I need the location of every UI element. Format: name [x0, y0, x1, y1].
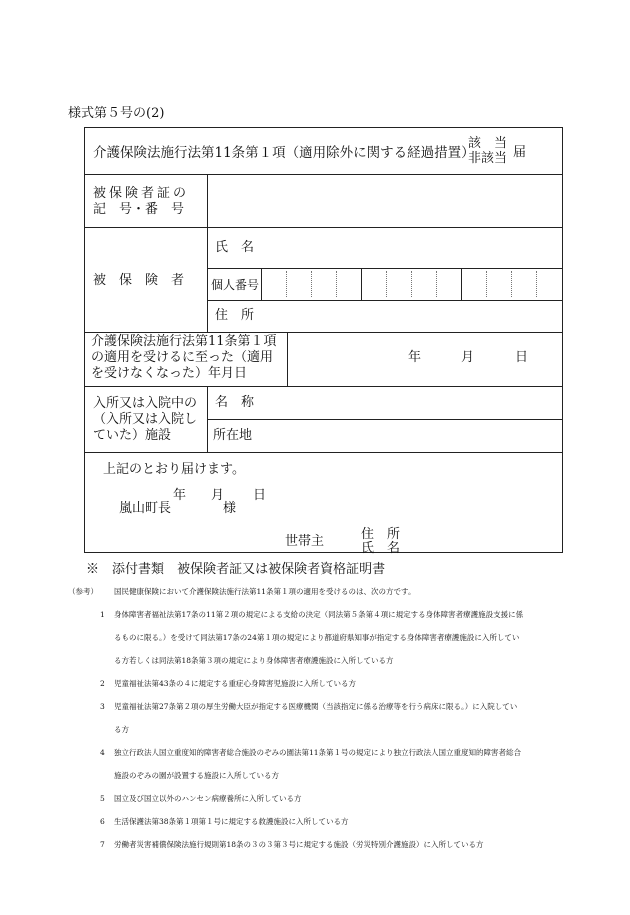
householder-label: 世帯主	[285, 534, 325, 549]
note-line: 施設のぞみの園が設置する施設に入所している方	[114, 771, 279, 780]
attachment-mark: ※	[86, 562, 100, 577]
date-day-label: 日	[515, 350, 529, 365]
row-divider	[85, 174, 562, 175]
note-number: 3	[100, 702, 105, 711]
reference-label: （参考）	[68, 587, 98, 596]
note-number: 4	[100, 748, 105, 757]
note-number: 6	[100, 817, 105, 826]
householder-address-label: 住 所	[361, 527, 401, 542]
name-label: 氏 名	[215, 240, 255, 255]
householder-name-label: 氏 名	[361, 541, 401, 556]
facility-label: 入所又は入院中の	[93, 396, 198, 411]
attachment-label: 添付書類	[112, 562, 165, 577]
facility-location-label: 所在地	[213, 428, 253, 443]
note-line: 国立及び国立以外のハンセン病療養所に入所している方	[114, 794, 302, 803]
personal-number-field[interactable]	[265, 271, 559, 297]
col-divider	[261, 268, 262, 300]
form-number: 様式第５号の(2)	[68, 106, 165, 121]
declaration-statement: 上記のとおり届けます。	[103, 462, 245, 477]
facility-name-label: 名 称	[215, 395, 255, 410]
declaration-month-label: 月	[211, 488, 225, 503]
date-label: 介護保険法施行法第11条第１項	[91, 334, 277, 349]
row-divider	[207, 419, 562, 420]
col-divider	[207, 386, 208, 452]
row-divider	[85, 452, 562, 453]
honorific: 様	[223, 501, 237, 516]
applicable-date-field[interactable]	[291, 335, 559, 383]
attachment-note	[86, 558, 385, 577]
date-label-2: の適用を受けるに至った（適用	[91, 350, 274, 365]
row-divider	[85, 227, 562, 228]
row-divider	[85, 332, 562, 333]
note-line: る方	[114, 725, 129, 734]
date-label-3: を受けなくなった）年月日	[91, 366, 248, 381]
facility-name-field[interactable]	[211, 389, 559, 417]
col-divider	[207, 174, 208, 332]
address-label: 住 所	[215, 308, 255, 323]
insurance-card-number-field[interactable]	[211, 178, 557, 224]
attachment-text: 被保険者証又は被保険者資格証明書	[177, 562, 386, 577]
declaration-day-label: 日	[253, 488, 267, 503]
reference-intro: 国民健康保険において介護保険法施行法第11条第１項の適用を受けるのは、次の方です。	[114, 587, 416, 596]
note-line: 生活保護法第38条第１項第１号に規定する救護施設に入所している方	[114, 817, 349, 826]
facility-label-3: ていた）施設	[93, 428, 172, 443]
col-divider	[287, 332, 288, 386]
form-suffix: 届	[513, 145, 527, 160]
declaration-year-label: 年	[173, 488, 187, 503]
note-line: るものに限る。）を受けて同法第17条の24第１項の規定により都道府県知事が指定する身体障害者療護施設に入所してい	[114, 633, 520, 642]
facility-label-2: （入所又は入院し	[93, 412, 198, 427]
note-number: 1	[100, 610, 105, 619]
note-line: る方若しくは同法第18条第３項の規定により身体障害者療護施設に入所している方	[114, 656, 394, 665]
addressee: 嵐山町長	[119, 501, 172, 516]
insurance-card-label: 被保険者証の	[93, 186, 190, 201]
option-not-applicable[interactable]: 非該当	[468, 151, 508, 166]
name-field[interactable]	[291, 230, 559, 266]
personal-number-label: 個人番号	[211, 278, 260, 292]
row-divider	[85, 386, 562, 387]
note-line: 独立行政法人国立重度知的障害者総合施設のぞみの園法第11条第１号の規定により独立行政法人国立重度知的障害者総合	[114, 748, 522, 757]
note-line: 身体障害者福祉法第17条の11第２項の規定による支給の決定（同法第５条第４項に規定する身体障害者療護施設支援に係	[114, 610, 524, 619]
insured-label: 被 保 険 者	[93, 273, 185, 288]
note-line: 児童福祉法第27条第２項の厚生労働大臣が指定する医療機関（当該指定に係る治療等を行う病床に限る。）に入院してい	[114, 702, 518, 711]
facility-location-field[interactable]	[255, 422, 559, 450]
form-table	[84, 127, 563, 556]
row-divider	[207, 300, 562, 301]
form-title: 介護保険法施行法第11条第１項（適用除外に関する経過措置）	[93, 145, 475, 161]
option-applicable[interactable]: 該 当	[468, 136, 508, 151]
date-year-label: 年	[408, 350, 422, 365]
date-month-label: 月	[461, 350, 475, 365]
householder-field[interactable]	[401, 526, 557, 552]
insurance-card-label-2: 記 号・番 号	[93, 202, 185, 217]
note-line: 児童福祉法第43条の４に規定する重症心身障害児施設に入所している方	[114, 679, 357, 688]
note-number: 5	[100, 794, 105, 803]
note-line: 労働者災害補償保険法施行規則第18条の３の３第３号に規定する施設（労災特別介護施設）に入所している方	[114, 840, 484, 849]
note-number: 7	[100, 840, 105, 849]
note-number: 2	[100, 679, 105, 688]
address-field[interactable]	[291, 303, 559, 330]
